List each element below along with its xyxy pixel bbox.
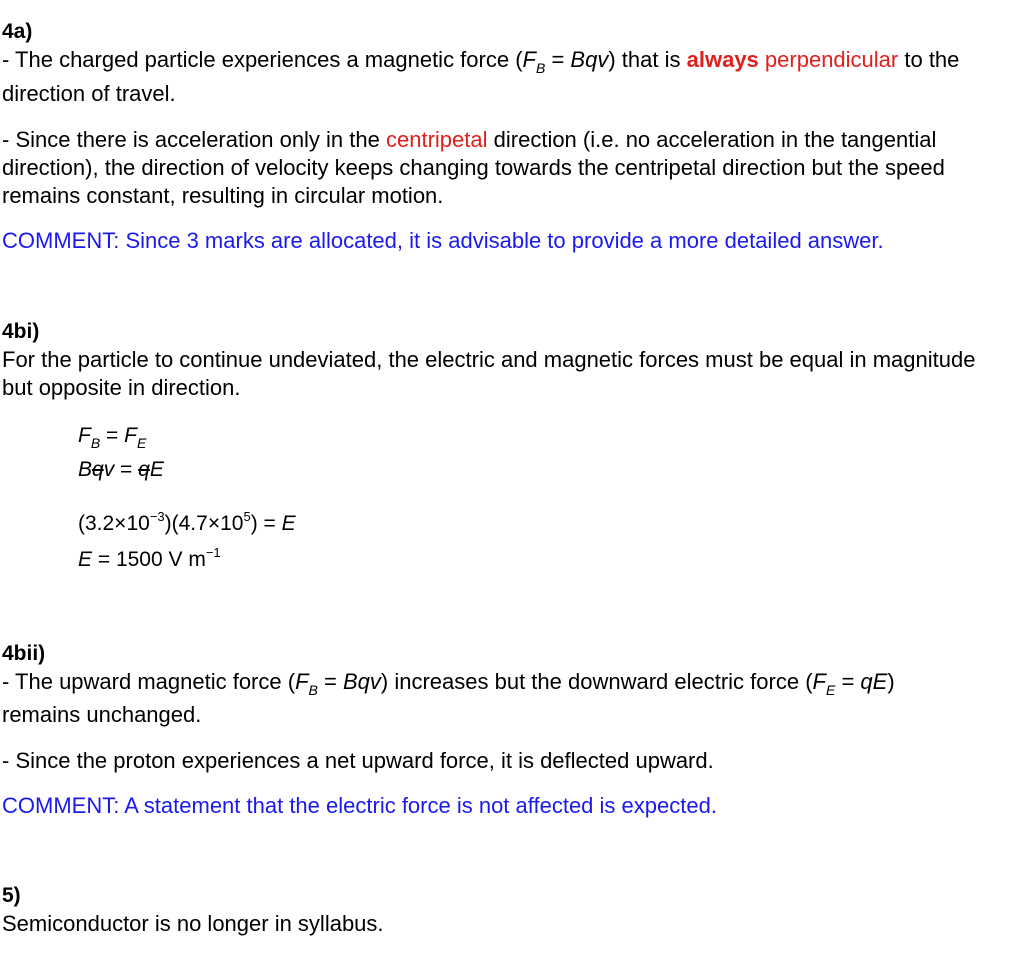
formula-magnetic-force-2: $(F_B = Bqv)$: [287, 669, 389, 698]
heading-4a: 4a): [2, 20, 33, 43]
paragraph-4bii-1-line2: remains unchanged.: [2, 702, 202, 727]
formula-electric-force: $(F_E = qE)$: [805, 669, 895, 698]
equation-result: E = 1500 V $m^{-1}$: [78, 545, 221, 571]
heading-4bii: 4bii): [2, 642, 46, 665]
paragraph-4a-2: - Since there is acceleration only in the centripetal direction (i.e. no acceleration in the tangential: [2, 127, 937, 152]
heading-4bi: 4bi): [2, 320, 40, 343]
paragraph-4bi-2: but opposite in direction.: [2, 375, 241, 400]
comment-4bii: COMMENT: A statement that the electric force is not affected is expected.: [2, 793, 717, 818]
paragraph-4a-2-line2: direction), the direction of velocity keeps changing towards the centripetal direction but the speed: [2, 155, 945, 180]
heading-5: 5): [2, 884, 21, 907]
equation-substitution: $(3.2\times 10^{-3})(4.7\times 10^5) = E$: [78, 509, 296, 535]
equation-cancel-q: Bqv = qE: [78, 458, 164, 481]
paragraph-4bii-2: - Since the proton experiences a net upward force, it is deflected upward.: [2, 748, 714, 773]
paragraph-4a-2-line3: remains constant, resulting in circular motion.: [2, 183, 444, 208]
comment-4a: COMMENT: Since 3 marks are allocated, it is advisable to provide a more detailed answer.: [2, 228, 884, 253]
paragraph-4bi-1: For the particle to continue undeviated, the electric and magnetic forces must be equal in magnitude: [2, 347, 976, 372]
paragraph-4a-1: - The charged particle experiences a magnetic force $(F_B = Bqv)$ that is always perpendicular to the: [2, 47, 960, 76]
paragraph-5: Semiconductor is no longer in syllabus.: [2, 911, 384, 936]
equation-force-balance: $F_B = F_E$: [78, 424, 147, 451]
paragraph-4a-1-line2: direction of travel.: [2, 81, 176, 106]
formula-magnetic-force: $(F_B = Bqv)$: [515, 47, 616, 76]
paragraph-4bii-1: - The upward magnetic force $(F_B = Bqv)$ increases but the downward electric force $(F_E = qE)$: [2, 669, 895, 698]
